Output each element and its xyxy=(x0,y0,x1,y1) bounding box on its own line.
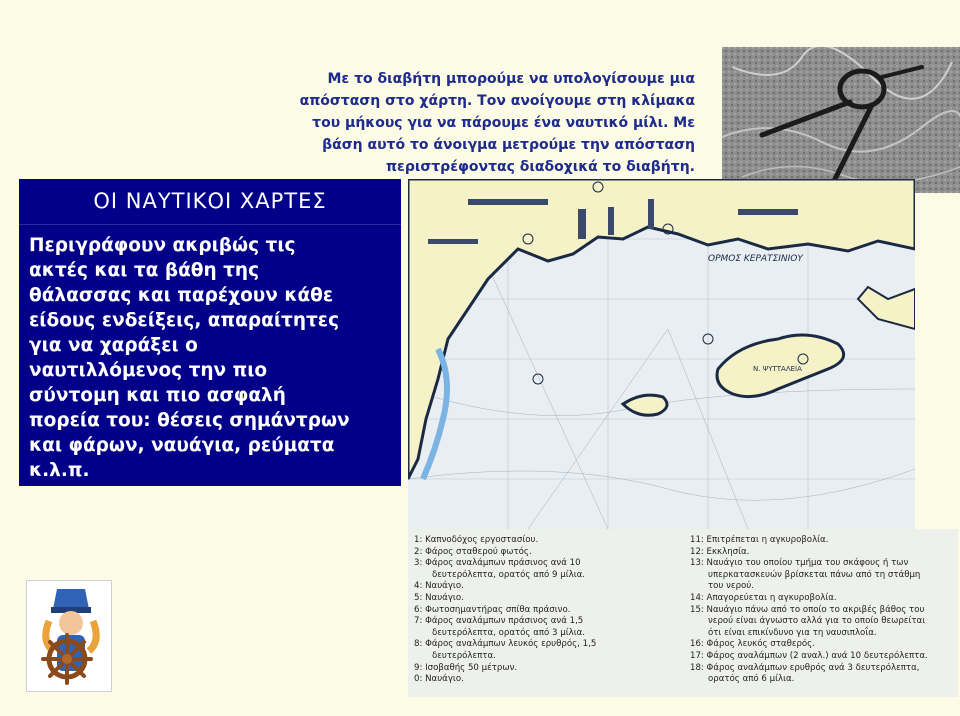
chart-legend xyxy=(408,529,958,697)
legend-item: 5: Ναυάγιο. xyxy=(414,592,464,603)
panel-line: κ.λ.π. xyxy=(29,460,90,481)
caption-line: απόσταση στο χάρτη. Τον ανοίγουμε στη κλίμακα xyxy=(299,93,695,109)
legend-item: 3: Φάρος αναλάμπων πράσινος ανά 10 xyxy=(414,558,581,569)
legend-item: 0: Ναυάγιο. xyxy=(414,674,464,685)
legend-left-column xyxy=(414,535,596,686)
legend-item: υπερκατασκευών βρίσκεται πάνω από τη στάθμη xyxy=(708,569,921,580)
panel-line: πορεία του: θέσεις σημάντρων xyxy=(29,410,350,431)
legend-item: 9: Ισοβαθής 50 μέτρων. xyxy=(414,662,518,673)
dividers-photo xyxy=(722,47,960,193)
caption-line: Με το διαβήτη μπορούμε να υπολογίσουμε μια xyxy=(327,71,695,87)
legend-item: ορατός από 6 μίλια. xyxy=(708,674,795,685)
legend-right-column xyxy=(690,535,928,686)
legend-item: 17: Φάρος αναλάμπων (2 αναλ.) ανά 10 δευτερόλεπτα. xyxy=(690,650,928,661)
legend-item: 13: Ναυάγιο του οποίου τμήμα του σκάφους ή των xyxy=(690,558,909,569)
dividers-photo-art xyxy=(722,47,960,193)
harbor-label: ΟΡΜΟΣ ΚΕΡΑΤΣΙΝΙΟΥ xyxy=(708,254,803,264)
legend-item: του νερού. xyxy=(708,581,754,592)
panel-body xyxy=(29,233,399,483)
panel-line: θάλασσας και παρέχουν κάθε xyxy=(29,285,334,306)
legend-item: 7: Φάρος αναλάμπων πράσινος ανά 1,5 xyxy=(414,616,584,627)
panel-line: για να χαράξει ο xyxy=(29,335,198,356)
legend-item: δευτερόλεπτα, ορατός από 3 μίλια. xyxy=(432,627,585,638)
legend-item: 18: Φάρος αναλάμπων ερυθρός ανά 3 δευτερόλεπτα, xyxy=(690,662,920,673)
legend-item: 11: Επιτρέπεται η αγκυροβολία. xyxy=(690,535,829,545)
nautical-charts-panel xyxy=(19,179,401,486)
panel-line: είδους ενδείξεις, απαραίτητες xyxy=(29,310,340,331)
panel-line: Περιγράφουν ακριβώς τις xyxy=(29,235,296,256)
legend-item: 8: Φάρος αναλάμπων λευκός ερυθρός, 1,5 xyxy=(414,639,597,650)
panel-line: ναυτιλλόμενος την πιο xyxy=(29,360,268,381)
legend-item: 2: Φάρος σταθερού φωτός. xyxy=(414,546,532,557)
legend-item: 15: Ναυάγιο πάνω από το οποίο το ακριβές βάθος του xyxy=(690,604,925,615)
legend-item: δευτερόλεπτα. xyxy=(432,650,496,661)
compass-caption xyxy=(255,68,695,178)
legend-item: 12: Εκκλησία. xyxy=(690,546,750,557)
panel-title: ΟΙ ΝΑΥΤΙΚΟΙ ΧΑΡΤΕΣ xyxy=(93,189,327,213)
panel-line: σύντομη και πιο ασφαλή xyxy=(29,385,286,406)
caption-line: περιστρέφοντας διαδοχικά το διαβήτη. xyxy=(385,159,695,175)
legend-item: 14: Απαγορεύεται η αγκυροβολία. xyxy=(690,592,837,603)
sailor-with-helm-icon xyxy=(27,581,111,691)
panel-divider xyxy=(19,224,401,225)
panel-line: και φάρων, ναυάγια, ρεύματα xyxy=(29,435,335,456)
caption-line: βάση αυτό το άνοιγμα μετρούμε την απόσταση xyxy=(322,137,695,153)
panel-line: ακτές και τα βάθη της xyxy=(29,260,260,281)
legend-item: 4: Ναυάγιο. xyxy=(414,581,464,592)
legend-item: δευτερόλεπτα, ορατός από 9 μίλια. xyxy=(432,569,585,580)
caption-line: του μήκους για να πάρουμε ένα ναυτικό μίλι. Με xyxy=(312,115,695,131)
sailor-mascot xyxy=(26,580,112,692)
legend-item: 6: Φωτοσημαντήρας σπίθα πράσινο. xyxy=(414,604,571,615)
legend-item: νερού είναι άγνωστο αλλά για το οποίο θεωρείται xyxy=(708,616,926,627)
legend-item: ότι είναι επικίνδυνο για τη ναυσιπλοΐα. xyxy=(708,627,877,638)
legend-item: 1: Καπνοδόχος εργοστασίου. xyxy=(414,535,539,545)
legend-item: 16: Φάρος λευκός σταθερός. xyxy=(690,639,815,650)
nautical-chart-map xyxy=(408,179,915,529)
nautical-chart-art xyxy=(408,179,915,529)
island-label: Ν. ΨΥΤΤΑΛΕΙΑ xyxy=(753,365,802,373)
